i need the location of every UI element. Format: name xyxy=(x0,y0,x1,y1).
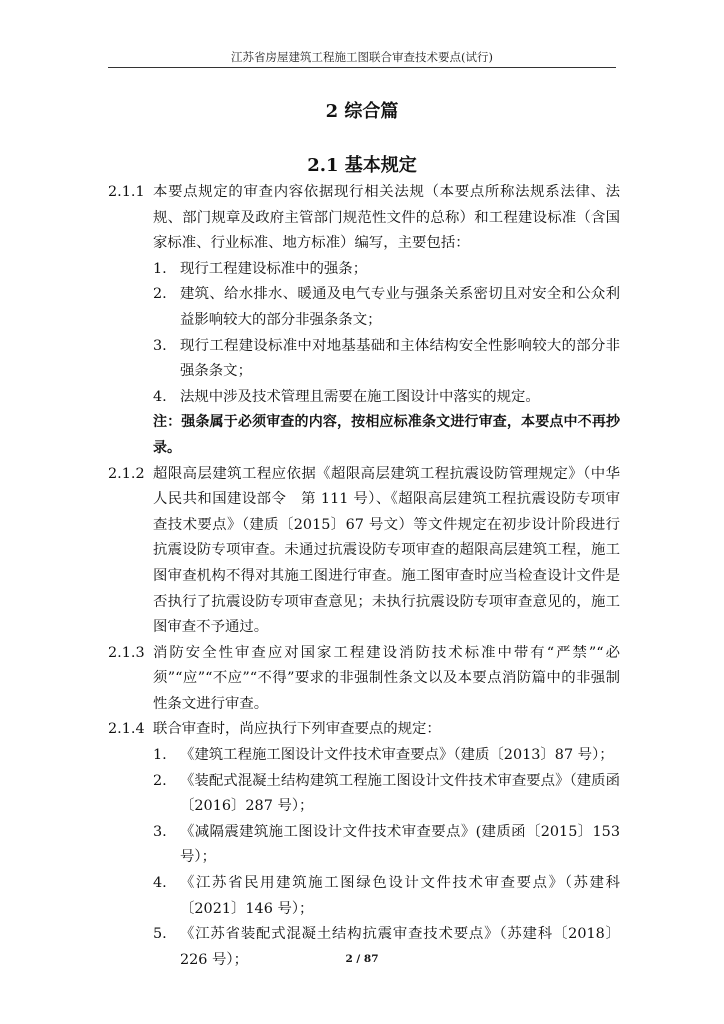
list-item-number: 2. xyxy=(153,772,167,789)
section-title: 2.1 基本规定 xyxy=(307,155,417,176)
clause-text: 本要点规定的审查内容依据现行相关法规（本要点所称法规系法律、法规、部门规章及政府主管部门规范性文件的总称）和工程建设标准（含国家标准、行业标准、地方标准）编写，主要包括： xyxy=(153,184,620,252)
list-item-number: 1. xyxy=(153,260,167,277)
list-item xyxy=(153,871,620,922)
clause-text: 消防安全性审查应对国家工程建设消防技术标准中带有“严禁”“必须”“应”“不应”“不得”要求的非强制性条文以及本要点消防篇中的非强制性条文进行审查。 xyxy=(153,644,620,712)
clause-text: 联合审查时，尚应执行下列审查要点的规定： xyxy=(153,721,441,738)
list-item-text: 《江苏省装配式混凝土结构抗震审查技术要点》（苏建科〔2018〕226 号）； xyxy=(180,926,620,968)
note-text: 注：强条属于必须审查的内容，按相应标准条文进行审查，本要点中不再抄录。 xyxy=(153,414,620,456)
body-content xyxy=(108,180,620,973)
chapter-title: 2 综合篇 xyxy=(325,101,399,122)
clause-text: 超限高层建筑工程应依据《超限高层建筑工程抗震设防管理规定》（中华人民共和国建设部令 第 111 号）、《超限高层建筑工程抗震设防专项审查技术要点》（建质〔2015〕67 号文）等文件规定在初步设计阶段进行抗震设防专项审查。未通过抗震设防专项审查的超限高层建筑工程，施工图审查机构不得对其施工图进行审查。施工图审查时应当检查设计文件是否执行了抗震设防专项审查意见；未执行抗震设防专项审查意见的，施工图审查不予通过。 xyxy=(153,465,620,636)
list-item xyxy=(153,820,620,871)
clause-number: 2.1.3 xyxy=(108,644,145,661)
list-item xyxy=(153,334,620,385)
list-item xyxy=(153,282,620,333)
running-header: 江苏省房屋建筑工程施工图联合审查技术要点(试行) xyxy=(231,50,493,64)
clause-2-1-2 xyxy=(108,462,620,641)
list-item-text: 《建筑工程施工图设计文件技术审查要点》（建质〔2013〕87 号）； xyxy=(180,747,614,764)
list-item xyxy=(153,922,620,973)
list-item-text: 建筑、给水排水、暖通及电气专业与强条关系密切且对安全和公众利益影响较大的部分非强条条文； xyxy=(180,286,620,328)
list-item xyxy=(153,769,620,820)
clause-2-1-1 xyxy=(108,180,620,462)
clause-2-1-3 xyxy=(108,641,620,718)
clause-2-1-4 xyxy=(108,717,620,973)
list-item-text: 现行工程建设标准中对地基基础和主体结构安全性影响较大的部分非强条条文； xyxy=(180,337,620,380)
list-item-text: 法规中涉及技术管理且需要在施工图设计中落实的规定。 xyxy=(180,388,540,405)
list-item-number: 3. xyxy=(153,337,167,354)
list-item xyxy=(153,257,620,283)
list-item-text: 《装配式混凝土结构建筑工程施工图设计文件技术审查要点》（建质函〔2016〕287 号）； xyxy=(180,772,620,815)
list-item-number: 4. xyxy=(153,388,167,405)
list-item-number: 2. xyxy=(153,286,167,303)
clause-number: 2.1.2 xyxy=(108,465,145,482)
list-item-number: 5. xyxy=(153,926,167,943)
header-rule xyxy=(108,67,616,68)
list-item-number: 4. xyxy=(153,875,167,892)
page-number: 2 / 87 xyxy=(345,953,379,965)
list-item-text: 现行工程建设标准中的强条； xyxy=(180,260,368,277)
list-item-number: 1. xyxy=(153,747,167,764)
list-item xyxy=(153,743,620,769)
clause-number: 2.1.1 xyxy=(108,184,145,200)
list-item-number: 3. xyxy=(153,823,167,840)
list-item-text: 《江苏省民用建筑施工图绿色设计文件技术审查要点》（苏建科〔2021〕146 号）； xyxy=(180,875,620,917)
list-item-text: 《减隔震建筑施工图设计文件技术审查要点》(建质函〔2015〕153 号）； xyxy=(180,823,620,866)
clause-number: 2.1.4 xyxy=(108,721,145,738)
list-item xyxy=(153,385,620,411)
